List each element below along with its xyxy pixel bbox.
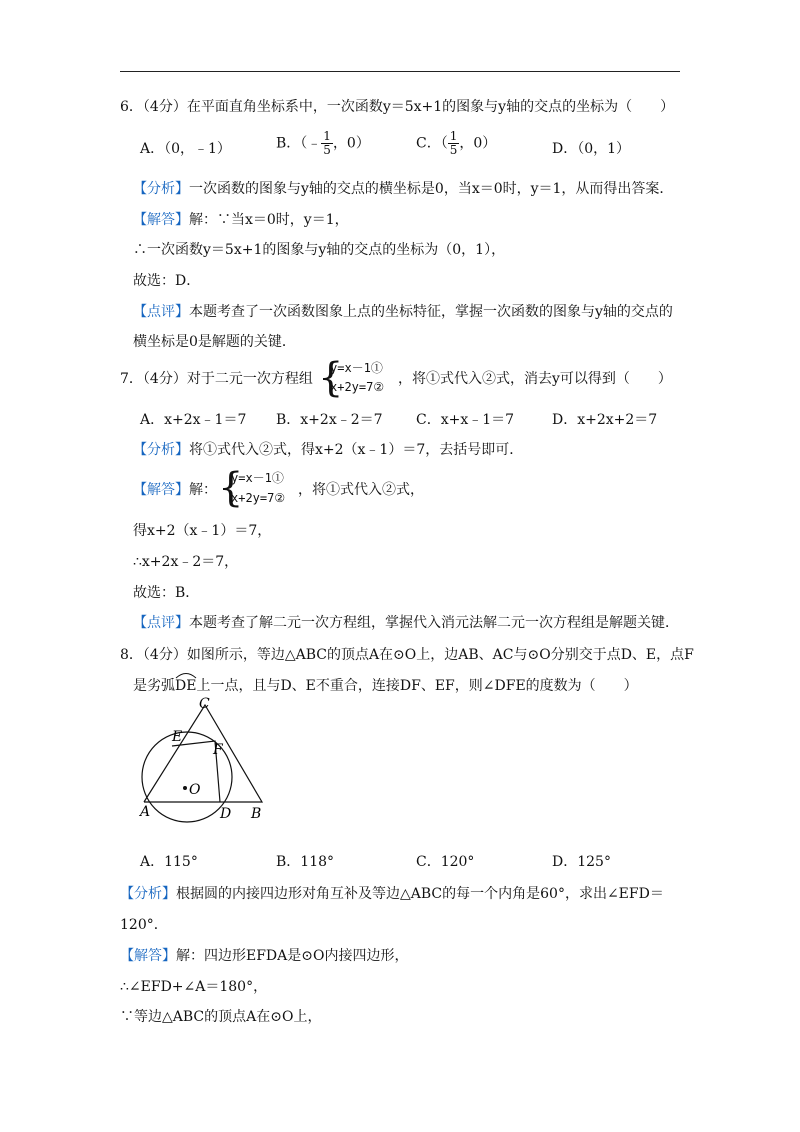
q7-comment xyxy=(133,613,679,633)
q8-analysis-line-2: 120°． xyxy=(120,917,168,933)
answer-tag: 【解答】 xyxy=(133,482,189,498)
q6-option-d: D．（0，1） xyxy=(552,141,631,157)
q6-answer-line-2: ∴一次函数y＝5x+1的图象与y轴的交点的坐标为（0，1）， xyxy=(133,242,506,258)
q6-option-b-prefix: B．（﹣ xyxy=(276,135,322,152)
label-c: C xyxy=(199,696,210,712)
label-o: O xyxy=(189,782,201,798)
q7-option-a: A．x+2x﹣1＝7 xyxy=(140,412,247,428)
analysis-tag: 【分析】 xyxy=(133,181,189,197)
answer-line: 解： xyxy=(189,482,217,498)
triangle-abc xyxy=(144,705,262,802)
q7-answer-line-4: 故选：B． xyxy=(133,585,200,601)
arc-label: DE xyxy=(175,678,197,694)
fraction-denominator: 5 xyxy=(449,143,458,157)
q6-option-b-suffix: ，0） xyxy=(332,135,370,152)
fraction-numerator: 1 xyxy=(449,129,458,143)
q7-answer-equation-2: x+2y=7② xyxy=(231,491,286,505)
q6-answer-line-3: 故选：D． xyxy=(133,273,201,289)
q6-stem: 6．（4分）在平面直角坐标系中，一次函数y＝5x+1的图象与y轴的交点的坐标为（ ） xyxy=(120,99,675,115)
label-f: F xyxy=(213,742,223,758)
label-d: D xyxy=(220,806,232,822)
q7-answer-prefix xyxy=(133,480,217,500)
analysis-text: 一次函数的图象与y轴的交点的横坐标是0，当x＝0时，y＝1，从而得出答案． xyxy=(189,181,674,197)
q6-option-c xyxy=(416,130,496,157)
arc-mark-icon xyxy=(175,671,197,679)
answer-tag: 【解答】 xyxy=(120,948,176,964)
q8-stem-line-1: 8．（4分）如图所示，等边△ABC的顶点A在⊙O上，边AB、AC与⊙O分别交于点D、E，点F xyxy=(120,647,694,663)
q8-option-c: C．120° xyxy=(416,854,475,870)
stem-text: 上一点，且与D、E不重合，连接DF、EF，则∠DFE的度数为（ ） xyxy=(196,678,638,694)
q7-option-d: D．x+2x+2＝7 xyxy=(552,412,658,428)
fraction-numerator: 1 xyxy=(323,129,331,143)
q8-option-a: A．115° xyxy=(140,854,198,870)
arc-de xyxy=(175,676,196,696)
q6-answer xyxy=(133,210,349,230)
q6-option-b-fraction xyxy=(321,130,333,157)
q7-answer-line-2: 得x+2（x﹣1）＝7， xyxy=(133,523,272,539)
analysis-tag: 【分析】 xyxy=(120,886,176,902)
q7-stem-prefix: 7．（4分）对于二元一次方程组 xyxy=(120,371,313,387)
q6-option-c-fraction xyxy=(448,130,460,157)
q7-equation-2: x+2y=7② xyxy=(330,380,385,394)
q6-comment-line-2: 横坐标是0是解题的关键． xyxy=(133,334,296,350)
q8-answer xyxy=(120,946,408,966)
q7-equation-1: y=x－1① xyxy=(330,361,383,375)
q8-option-d: D．125° xyxy=(552,854,611,870)
q6-analysis xyxy=(133,179,673,199)
q8-answer-line-3: ∵等边△ABC的顶点A在⊙O上， xyxy=(120,1009,322,1025)
q7-system-brace: { xyxy=(318,355,344,401)
answer-tag: 【解答】 xyxy=(133,212,189,228)
q7-answer-equation-1: y=x－1① xyxy=(231,471,284,485)
q7-answer-suffix: ，将①式代入②式， xyxy=(298,482,424,498)
q8-answer-line-2: ∴∠EFD+∠A＝180°， xyxy=(120,979,268,995)
q8-stem-line-2 xyxy=(133,676,638,696)
q6-option-a: A．（0，﹣1） xyxy=(140,141,231,157)
label-b: B xyxy=(251,806,262,822)
header-rule xyxy=(120,71,680,72)
q7-answer-system-brace: { xyxy=(218,465,244,511)
fraction-denominator: 5 xyxy=(323,143,331,157)
q7-stem-suffix: ，将①式代入②式，消去y可以得到（ ） xyxy=(398,371,672,387)
geometry-figure xyxy=(135,694,285,829)
q7-option-c: C．x+x﹣1＝7 xyxy=(416,412,515,428)
q6-comment xyxy=(133,302,673,322)
analysis-text: 根据圆的内接四边形对角互补及等边△ABC的每一个内角是60°，求出∠EFD＝ xyxy=(176,886,664,902)
q6-option-b xyxy=(276,130,370,157)
q6-option-c-suffix: ，0） xyxy=(459,135,497,152)
label-a: A xyxy=(140,804,151,820)
analysis-tag: 【分析】 xyxy=(133,442,189,458)
q7-analysis xyxy=(133,440,523,460)
q7-option-b: B．x+2x﹣2＝7 xyxy=(276,412,383,428)
answer-line: 解：四边形EFDA是⊙O内接四边形， xyxy=(176,948,409,964)
q8-option-b: B．118° xyxy=(276,854,335,870)
comment-text: 本题考查了一次函数图象上点的坐标特征，掌握一次函数的图象与y轴的交点的 xyxy=(189,304,673,320)
q6-option-c-prefix: C．（ xyxy=(416,135,448,152)
label-e: E xyxy=(172,729,183,745)
comment-text: 本题考查了解二元一次方程组，掌握代入消元法解二元一次方程组是解题关键． xyxy=(189,615,679,631)
comment-tag: 【点评】 xyxy=(133,615,189,631)
analysis-text: 将①式代入②式，得x+2（x﹣1）＝7，去括号即可． xyxy=(189,442,524,458)
q8-analysis xyxy=(120,884,664,904)
answer-line: 解：∵当x＝0时，y＝1， xyxy=(189,212,349,228)
stem-text: 是劣弧 xyxy=(133,678,175,694)
center-point-o xyxy=(183,786,187,790)
q7-answer-line-3: ∴x+2x﹣2＝7， xyxy=(133,554,239,570)
comment-tag: 【点评】 xyxy=(133,304,189,320)
